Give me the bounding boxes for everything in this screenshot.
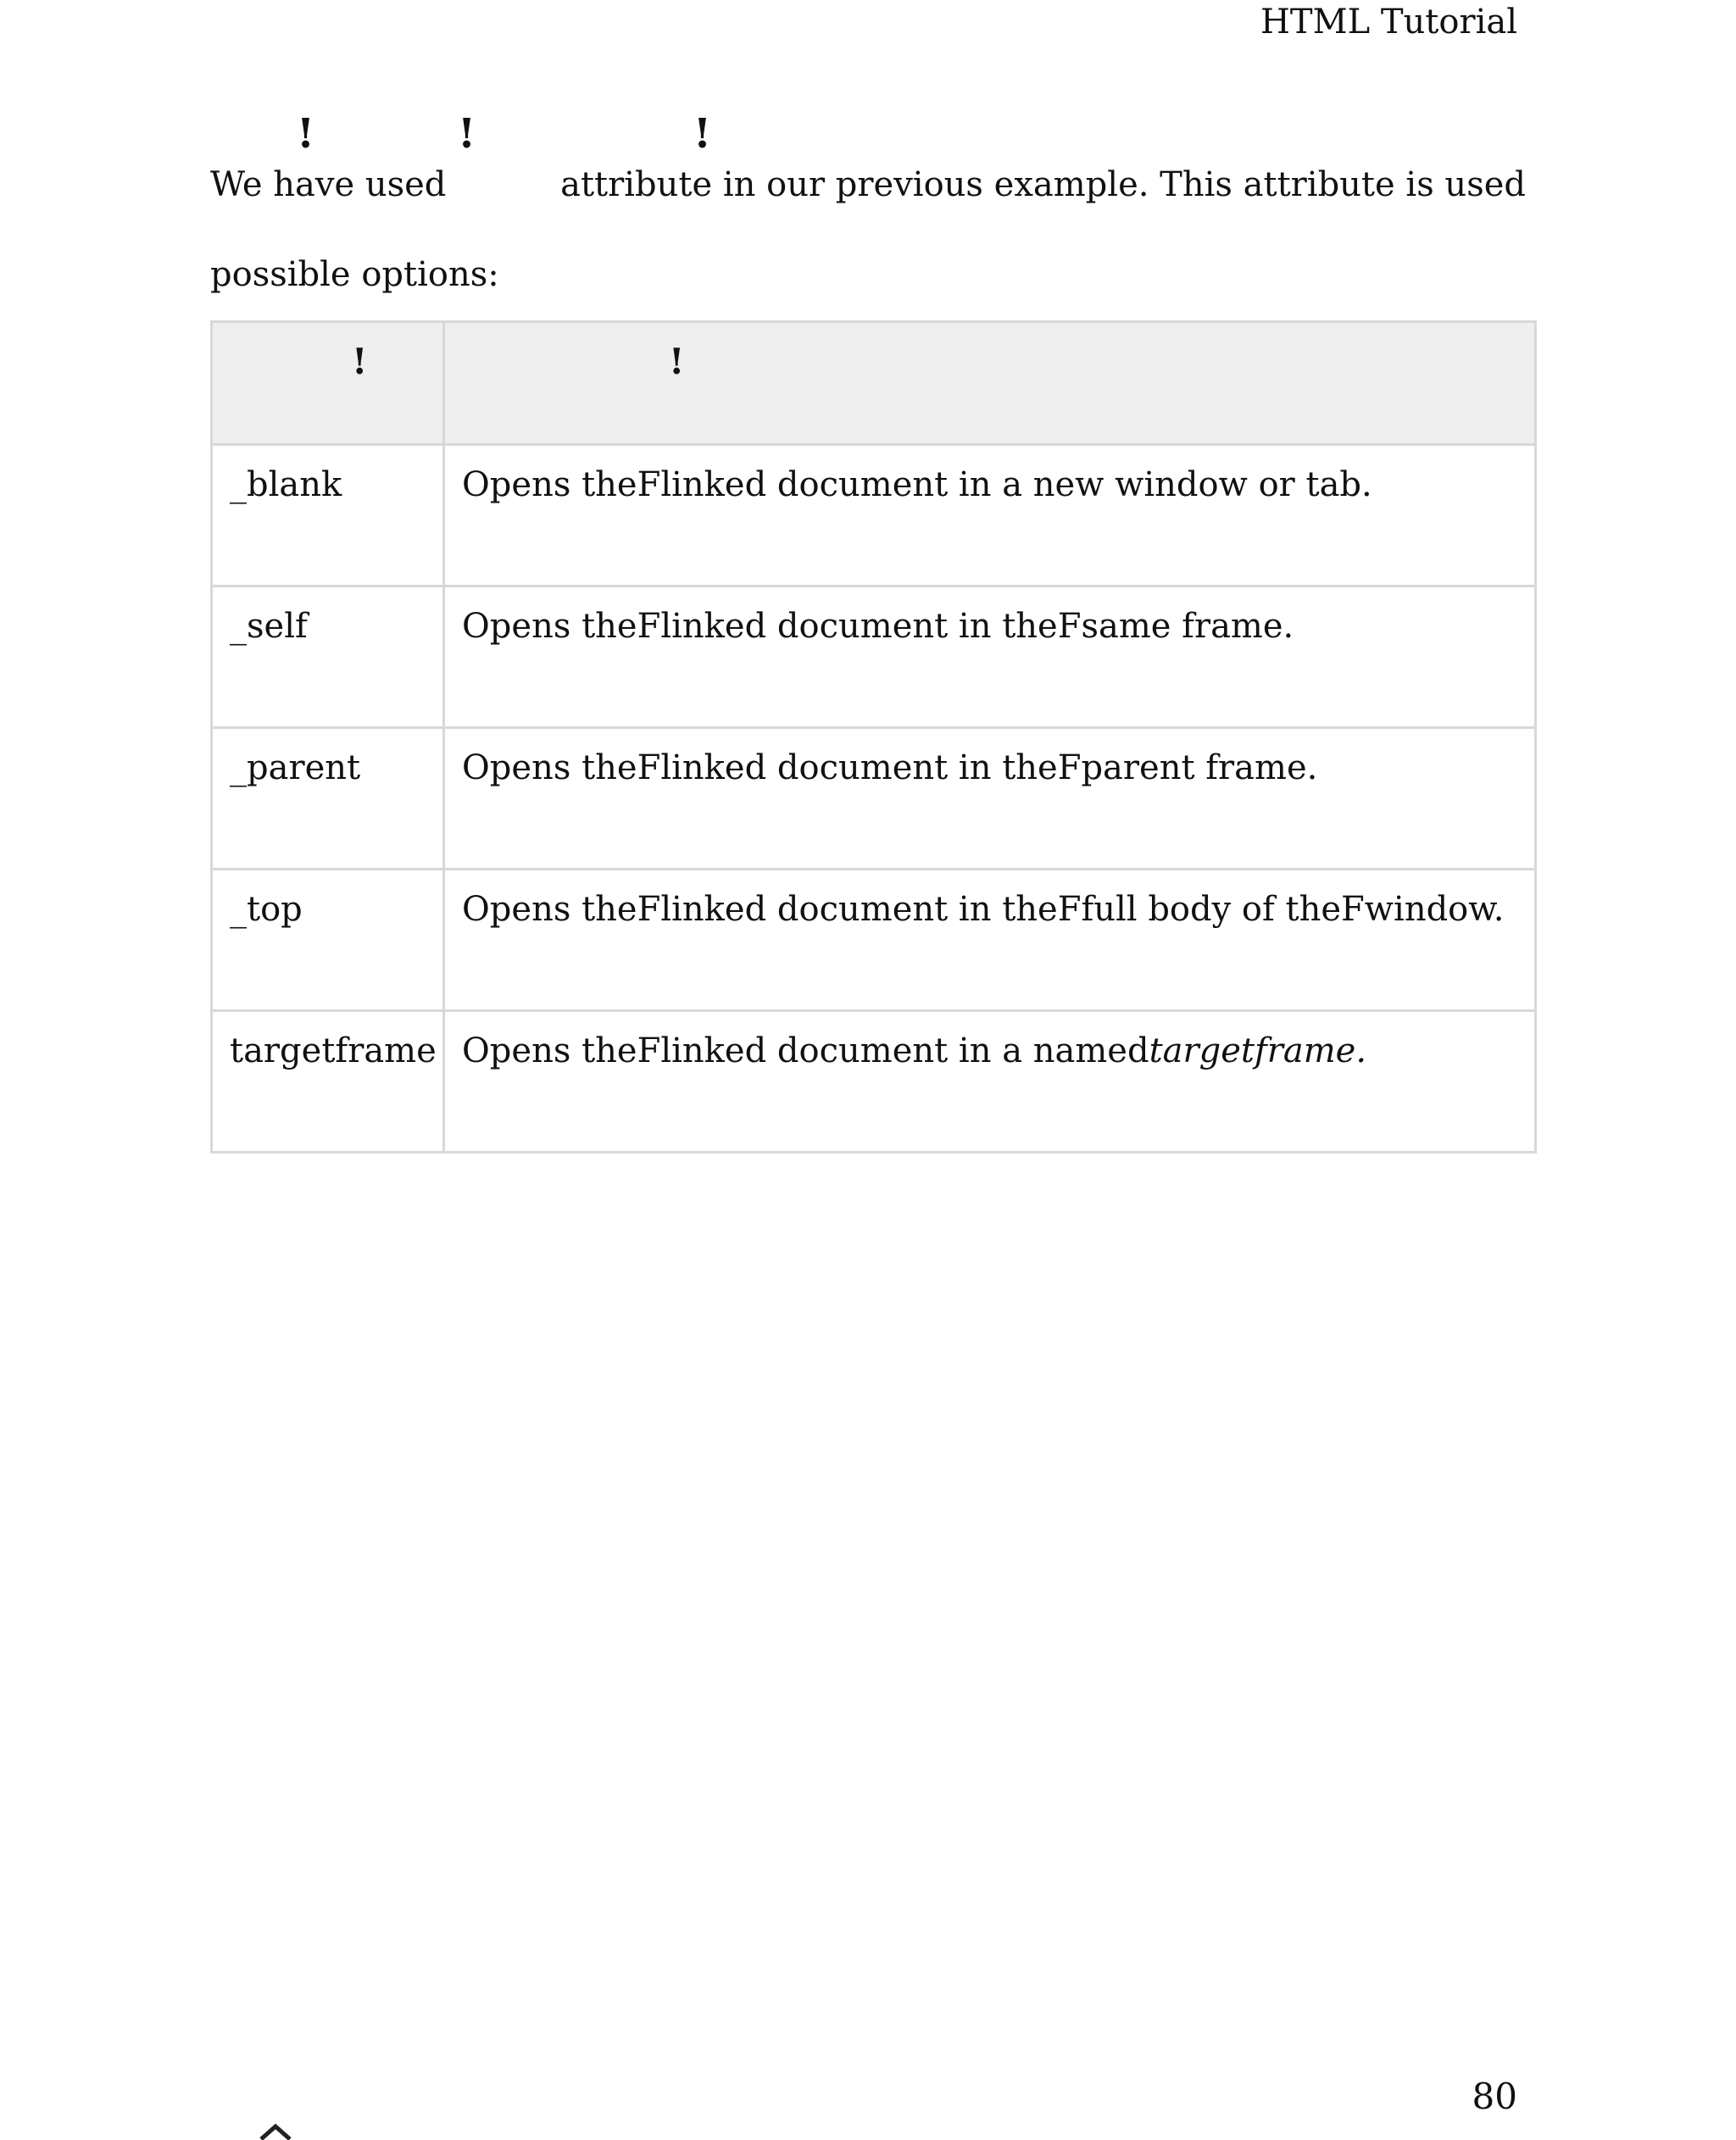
- missing-glyph-mark: !: [669, 341, 685, 382]
- option-value: _top: [212, 870, 444, 1011]
- missing-glyph-mark: !: [458, 110, 476, 158]
- description-text: Opens theFlinked document in a new window or tab.: [462, 465, 1372, 504]
- intro-text-right: attribute in our previous example. This attribute is used: [560, 165, 1526, 204]
- option-description: [444, 870, 1536, 1011]
- intro-text-left: We have used: [210, 165, 447, 204]
- missing-glyph-mark: !: [693, 110, 712, 158]
- description-text: Opens theFlinked document in theFsame frame.: [462, 607, 1294, 646]
- option-description: [444, 1011, 1536, 1153]
- chevron-up-icon: [254, 2123, 297, 2140]
- table-row: [212, 445, 1536, 586]
- option-description: [444, 728, 1536, 870]
- table-header-row: [212, 322, 1536, 445]
- page-header-title: HTML Tutorial: [1260, 3, 1517, 42]
- table-header-cell-option: [212, 322, 444, 445]
- option-description: [444, 586, 1536, 728]
- options-label: possible options:: [210, 255, 499, 294]
- option-description: [444, 445, 1536, 586]
- table-row: [212, 586, 1536, 728]
- table-row: [212, 1011, 1536, 1153]
- description-text: Opens theFlinked document in theFparent frame.: [462, 748, 1318, 787]
- target-options-table: [210, 320, 1537, 1153]
- description-emphasis: targetframe.: [1149, 1031, 1367, 1070]
- option-value: _blank: [212, 445, 444, 586]
- option-value: targetframe: [212, 1011, 444, 1153]
- page-number: 80: [1472, 2076, 1517, 2117]
- missing-glyph-mark: !: [297, 110, 315, 158]
- option-value: _self: [212, 586, 444, 728]
- option-value: _parent: [212, 728, 444, 870]
- table-row: [212, 870, 1536, 1011]
- table-header-cell-description: [444, 322, 1536, 445]
- description-text: Opens theFlinked document in a named: [462, 1031, 1149, 1070]
- missing-glyph-mark: !: [352, 341, 368, 382]
- missing-glyph-marks: [0, 110, 1736, 158]
- intro-paragraph: [210, 161, 1526, 208]
- description-text: Opens theFlinked document in theFfull body of theFwindow.: [462, 890, 1505, 929]
- table-row: [212, 728, 1536, 870]
